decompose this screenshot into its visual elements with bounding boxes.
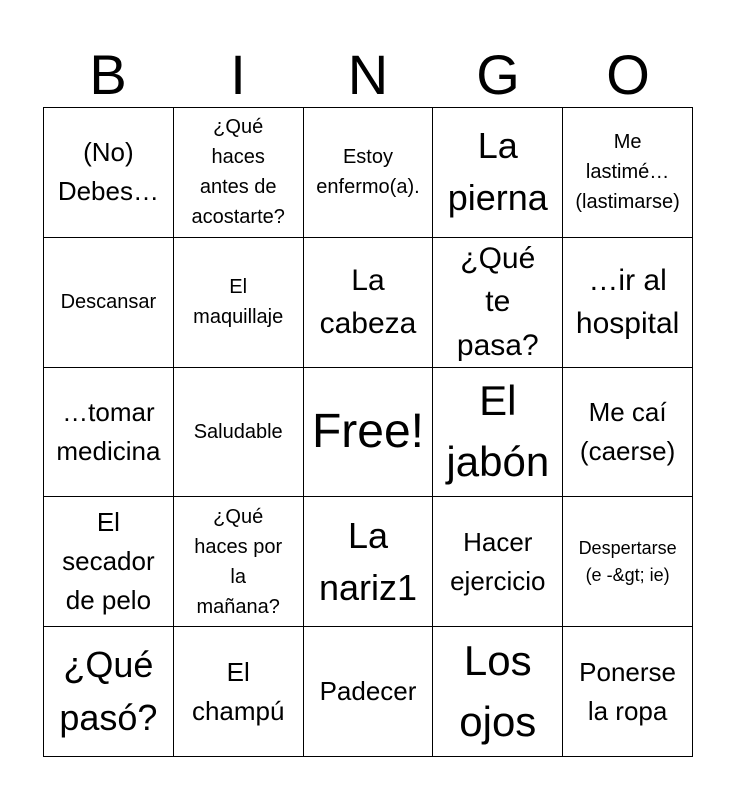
bingo-cell-r2c5[interactable] [563, 238, 693, 368]
bingo-cell-r5c2[interactable] [174, 627, 304, 757]
cell-text: ¿Qué haces antes de acostarte? [191, 116, 285, 229]
bingo-header [43, 42, 693, 108]
bingo-cell-r3c2[interactable] [174, 368, 304, 498]
bingo-cell-r3c1[interactable] [44, 368, 174, 498]
header-letter-g: G [476, 43, 520, 106]
bingo-cell-r1c1[interactable] [44, 108, 174, 238]
cell-text: La pierna [447, 125, 548, 219]
header-letter-o: O [606, 43, 650, 106]
bingo-cell-r1c5[interactable] [563, 108, 693, 238]
cell-text: (No) Debes… [57, 137, 159, 207]
bingo-cell-r1c2[interactable] [174, 108, 304, 238]
cell-text: Los ojos [459, 636, 537, 745]
bingo-cell-r1c3[interactable] [304, 108, 434, 238]
cell-text: Hacer ejercicio [450, 526, 546, 596]
bingo-cell-r3c5[interactable] [563, 368, 693, 498]
header-letter-b: B [89, 43, 127, 106]
cell-text: …tomar medicina [56, 396, 161, 466]
bingo-cell-r1c4[interactable] [433, 108, 563, 238]
bingo-cell-r4c2[interactable] [174, 497, 304, 627]
bingo-grid [43, 107, 693, 757]
cell-text: El secador de pelo [62, 507, 155, 616]
cell-text: El maquillaje [193, 276, 284, 329]
bingo-cell-r4c1[interactable] [44, 497, 174, 627]
bingo-cell-r5c1[interactable] [44, 627, 174, 757]
cell-text: ¿Qué haces por la mañana? [194, 505, 283, 618]
cell-text: Saludable [193, 420, 283, 443]
bingo-cell-r3c3[interactable] [304, 368, 434, 498]
bingo-cell-r2c2[interactable] [174, 238, 304, 368]
bingo-cell-r2c4[interactable] [433, 238, 563, 368]
header-letter-n: N [347, 43, 389, 106]
cell-text: Me caí (caerse) [579, 396, 676, 466]
bingo-cell-r5c4[interactable] [433, 627, 563, 757]
cell-text: ¿Qué te pasa? [456, 241, 539, 362]
cell-text: Descansar [60, 291, 157, 314]
header-letter-i: I [230, 43, 246, 106]
cell-text: Ponerse la ropa [579, 656, 677, 726]
cell-text: La cabeza [319, 263, 417, 341]
cell-text: El champú [191, 656, 285, 726]
free-space: Free! [311, 405, 424, 459]
cell-text: Me lastimé… (lastimarse) [575, 131, 680, 214]
cell-text: Despertarse (e -&gt; ie) [578, 537, 677, 585]
cell-text: ¿Qué pasó? [59, 644, 158, 738]
bingo-cell-r4c3[interactable] [304, 497, 434, 627]
cell-text: El jabón [446, 377, 550, 485]
cell-text: Padecer [319, 676, 417, 707]
cell-text: Estoy enfermo(a). [316, 146, 420, 199]
bingo-cell-r4c5[interactable] [563, 497, 693, 627]
cell-text: La nariz1 [318, 514, 418, 608]
bingo-cell-r3c4[interactable] [433, 368, 563, 498]
bingo-cell-r5c3[interactable] [304, 627, 434, 757]
bingo-cell-r2c1[interactable] [44, 238, 174, 368]
cell-text: …ir al hospital [575, 263, 680, 341]
bingo-cell-r4c4[interactable] [433, 497, 563, 627]
bingo-cell-r5c5[interactable] [563, 627, 693, 757]
bingo-cell-r2c3[interactable] [304, 238, 434, 368]
